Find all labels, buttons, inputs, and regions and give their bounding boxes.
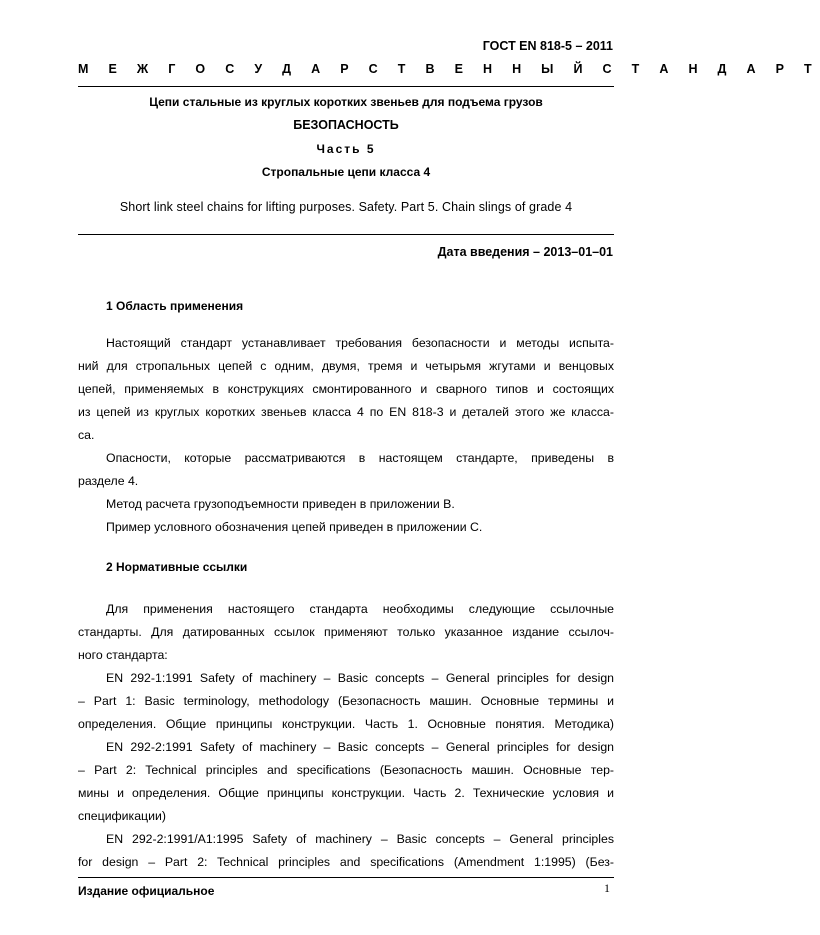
- document-subtitle: Стропальные цепи класса 4: [261, 165, 431, 179]
- interstate-standard-banner: М Е Ж Г О С У Д А Р С Т В Е Н Н Ы Й С Т А Н Д А Р Т: [78, 62, 820, 76]
- text-line: Для применения настоящего стандарта необходимы следующие ссылочные: [106, 602, 614, 616]
- text-line: определения. Общие принципы конструкции. Часть 1. Основные понятия. Методика): [78, 717, 614, 731]
- document-part: Часть 5: [316, 142, 376, 156]
- page-number: 1: [604, 881, 610, 895]
- text-line: ного стандарта:: [78, 648, 168, 662]
- text-line: for design – Part 2: Technical principles and specifications (Amendment 1:1995) (Без-: [78, 855, 614, 869]
- text-line: разделе 4.: [78, 474, 139, 488]
- text-line: – Part 1: Basic terminology, methodology (Безопасность машин. Основные термины и: [78, 694, 614, 708]
- text-line: са.: [78, 428, 95, 442]
- text-line: мины и определения. Общие принципы конструкции. Часть 2. Технические условия и: [78, 786, 614, 800]
- document-title-english: Short link steel chains for lifting purposes. Safety. Part 5. Chain slings of grade 4: [119, 200, 573, 214]
- document-code: ГОСТ EN 818-5 – 2011: [482, 39, 613, 53]
- title-rule: [78, 234, 614, 235]
- header-rule: [78, 86, 614, 87]
- text-line: Настоящий стандарт устанавливает требования безопасности и методы испыта-: [106, 336, 614, 350]
- section-heading-normative-references: 2 Нормативные ссылки: [106, 560, 248, 574]
- edition-label: Издание официальное: [78, 884, 215, 898]
- text-line: Опасности, которые рассматриваются в настоящем стандарте, приведены в: [106, 451, 614, 465]
- text-line: ний для стропальных цепей с одним, двумя, тремя и четырьмя жгутами и венцовых: [78, 359, 614, 373]
- text-line: из цепей из круглых коротких звеньев класса 4 по EN 818-3 и деталей этого же класса-: [78, 405, 614, 419]
- text-line: EN 292-2:1991 Safety of machinery – Basic concepts – General principles for design: [106, 740, 614, 754]
- text-line: Метод расчета грузоподъемности приведен в приложении В.: [106, 497, 455, 511]
- text-line: цепей, применяемых в конструкциях смонтированного и сварного типов и состоящих: [78, 382, 614, 396]
- document-title-safety: БЕЗОПАСНОСТЬ: [293, 118, 399, 132]
- introduction-date: Дата введения – 2013–01–01: [437, 245, 613, 259]
- document-title: Цепи стальные из круглых коротких звеньев для подъема грузов: [149, 95, 543, 109]
- text-line: спецификации): [78, 809, 166, 823]
- footer-rule: [78, 877, 614, 878]
- text-line: EN 292-2:1991/A1:1995 Safety of machinery – Basic concepts – General principles: [106, 832, 614, 846]
- text-line: стандарты. Для датированных ссылок применяют только указанное издание ссылоч-: [78, 625, 614, 639]
- text-line: Пример условного обозначения цепей приведен в приложении С.: [106, 520, 483, 534]
- text-line: – Part 2: Technical principles and specifications (Безопасность машин. Основные тер-: [78, 763, 614, 777]
- text-line: EN 292-1:1991 Safety of machinery – Basic concepts – General principles for design: [106, 671, 614, 685]
- section-heading-scope: 1 Область применения: [106, 299, 244, 313]
